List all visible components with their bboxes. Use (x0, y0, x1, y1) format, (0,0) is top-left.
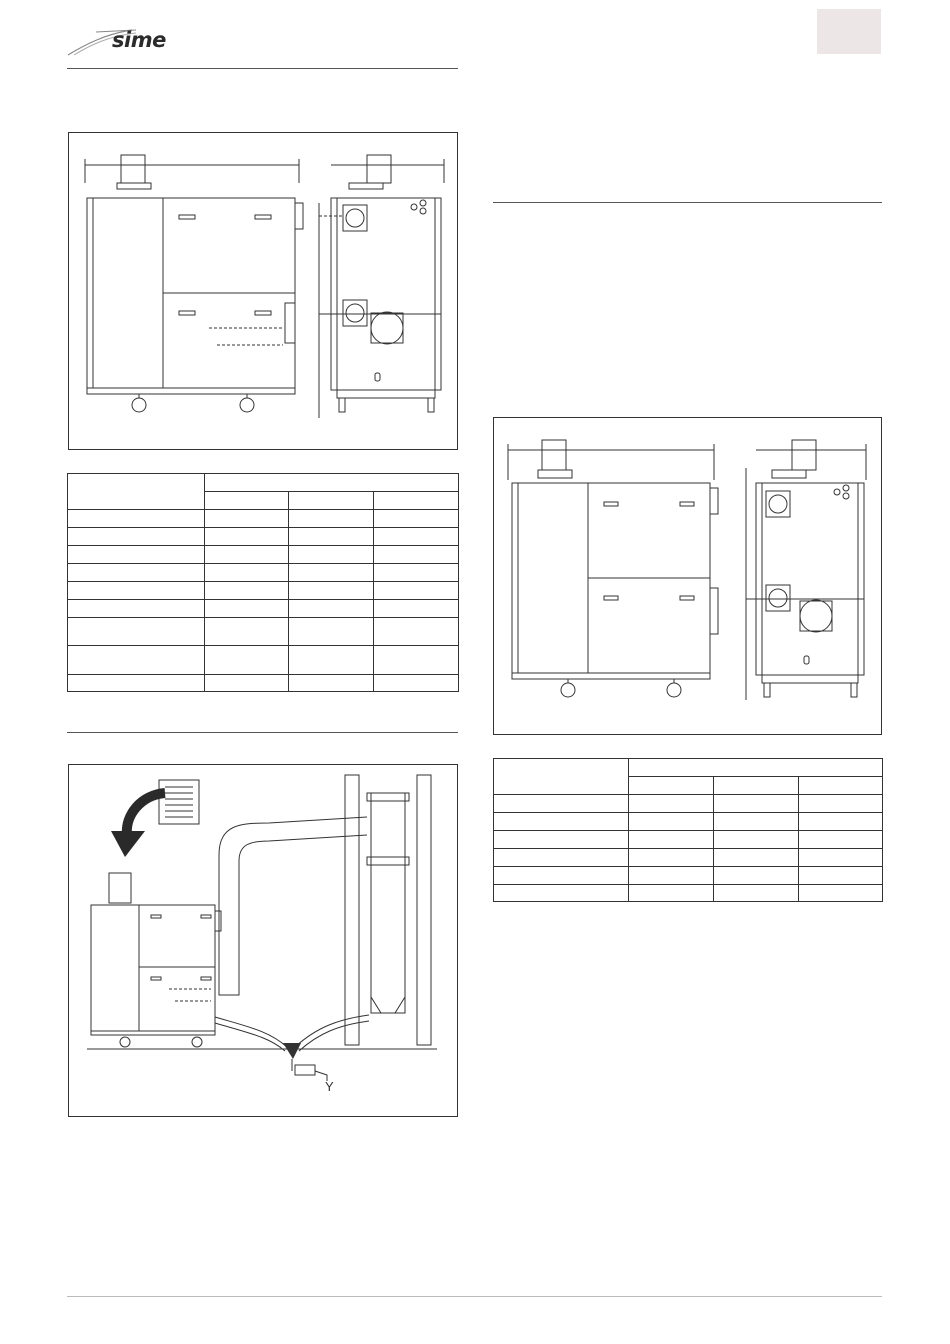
brand-name: sime (112, 28, 166, 52)
dimensions-table-1 (67, 473, 459, 692)
footer-rule (67, 1296, 882, 1297)
figure-dimensions-small (493, 417, 882, 735)
section-rule-left (67, 732, 458, 733)
page-tab-marker (817, 9, 881, 54)
dimensions-table-2 (493, 758, 883, 902)
section-rule-right (493, 202, 882, 203)
figure-installation (68, 764, 458, 1117)
figure-dimensions-large (68, 132, 458, 450)
header-rule (67, 68, 458, 69)
drain-label: Y (325, 1079, 334, 1094)
